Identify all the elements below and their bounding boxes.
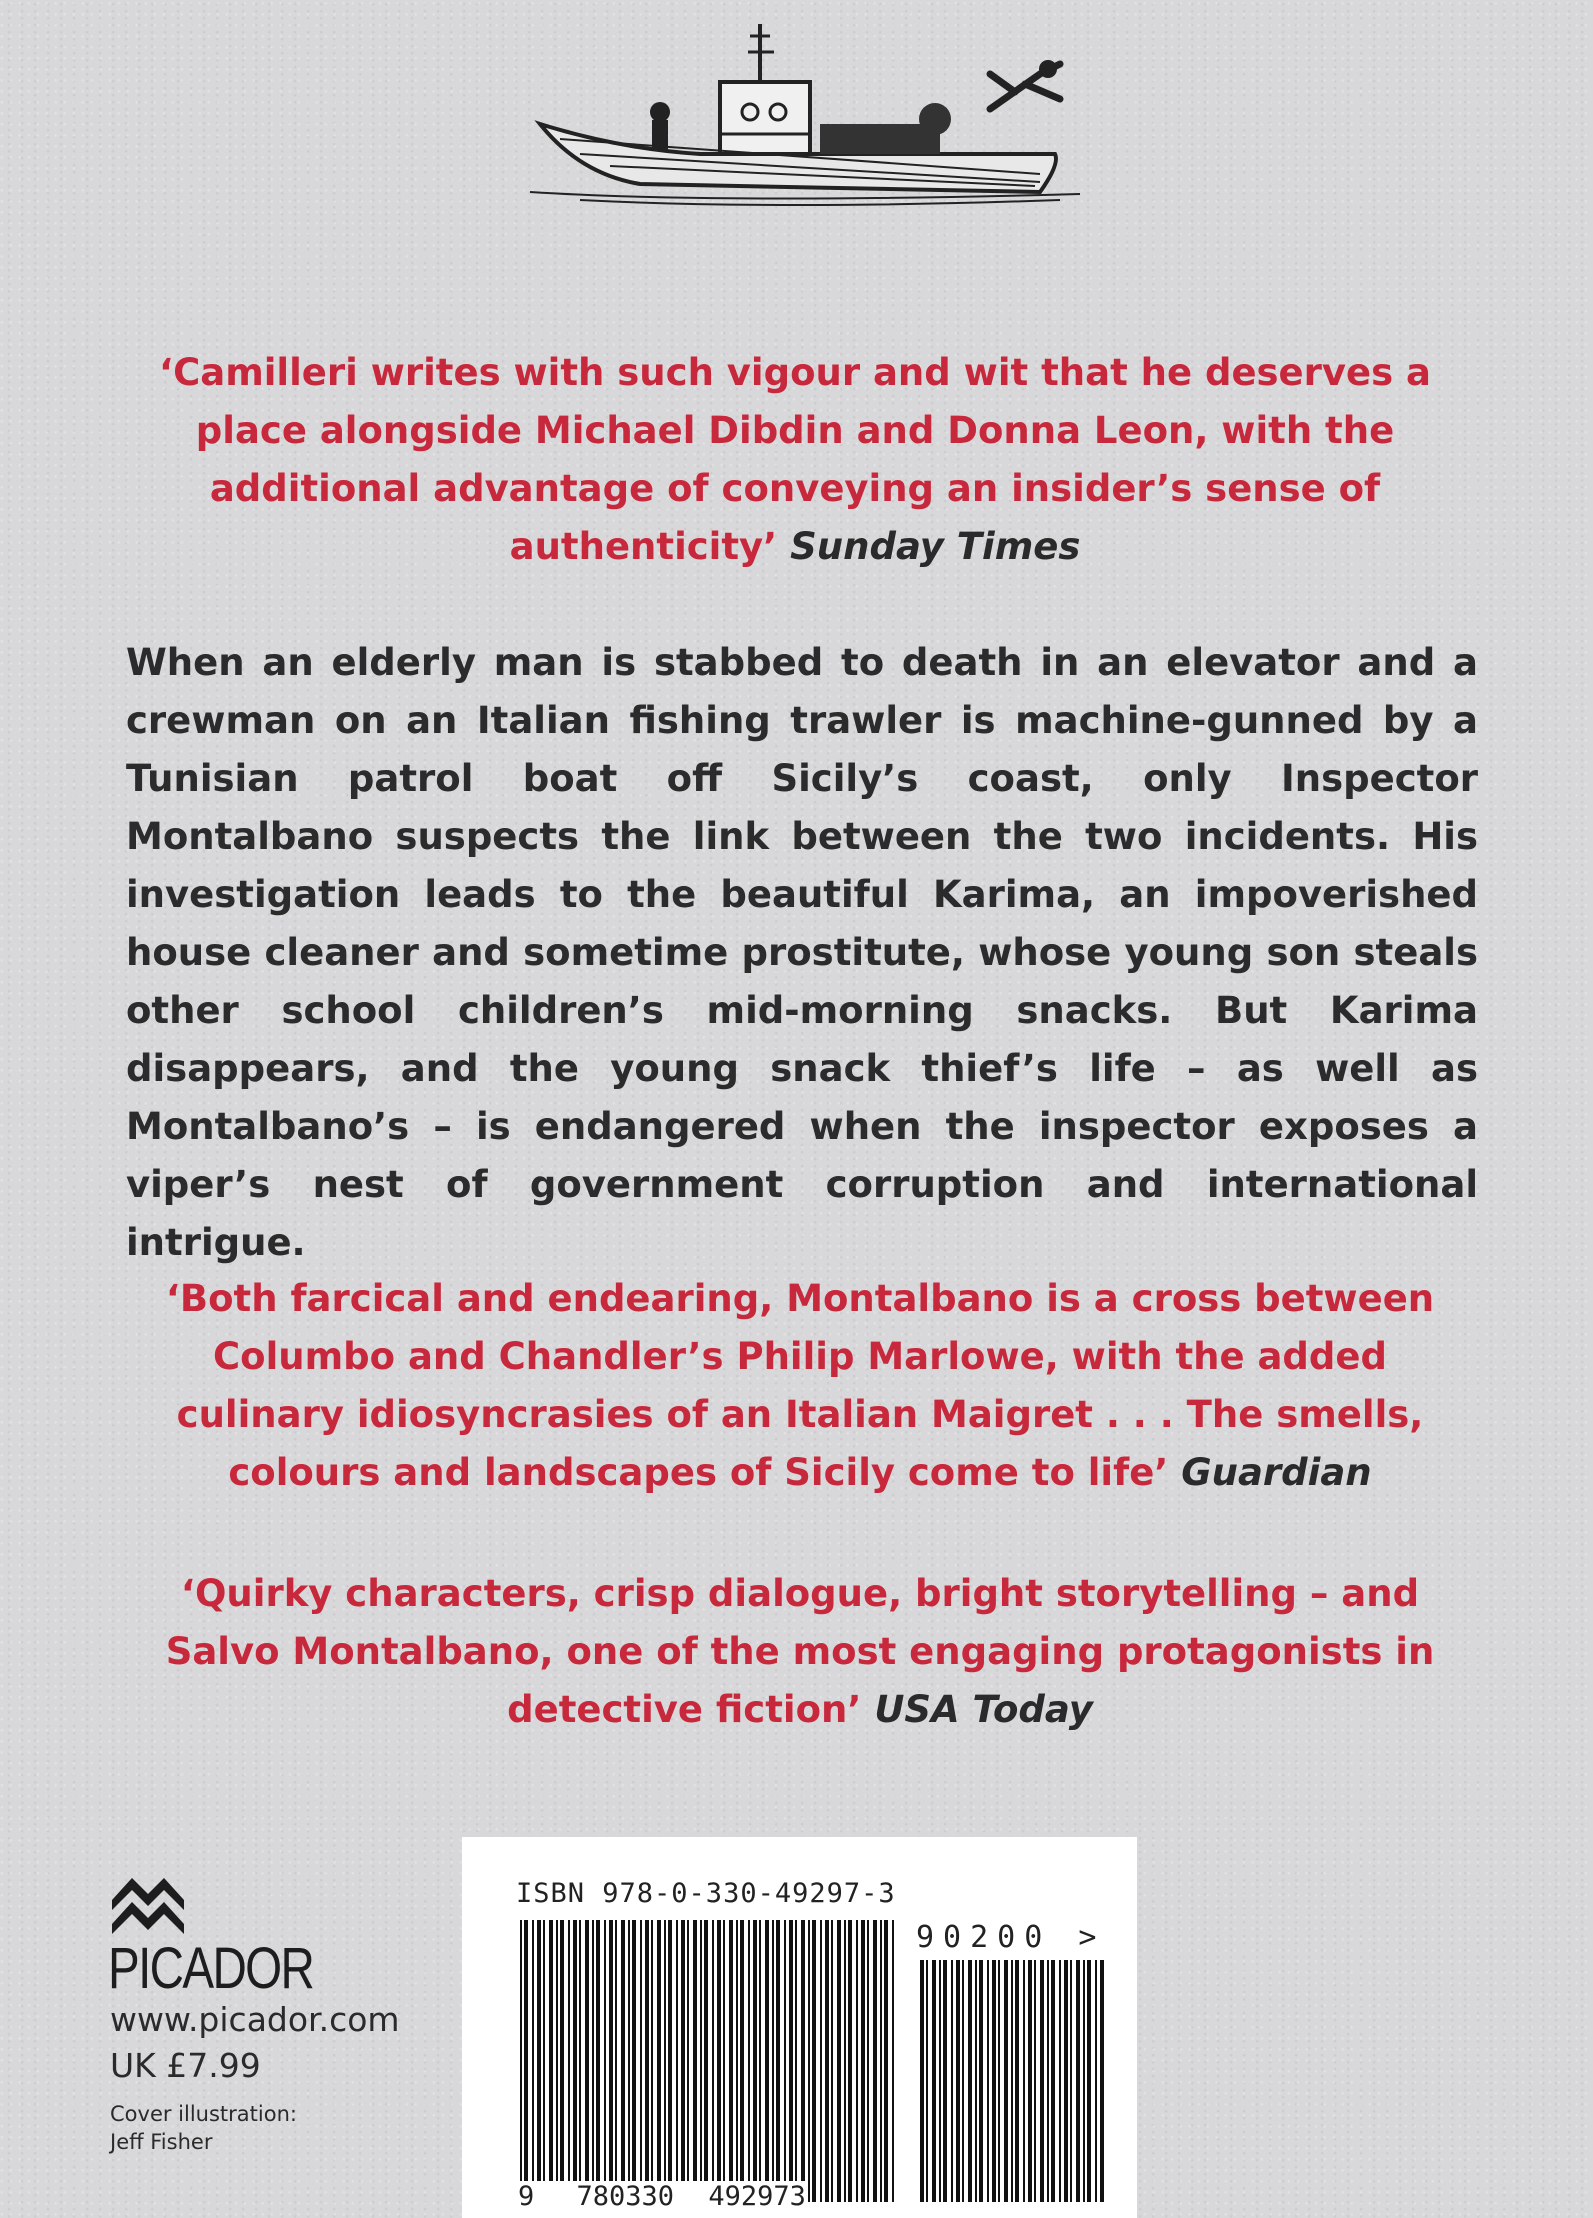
barcode-bar	[1087, 1960, 1091, 2202]
barcode-bar	[892, 1920, 894, 2202]
review-quote-guardian	[150, 1270, 1450, 1502]
barcode-bar	[1028, 1960, 1032, 2202]
barcode-bar	[753, 1920, 757, 2202]
barcode-bar	[795, 1920, 797, 2202]
barcode-bar	[668, 1920, 672, 2202]
barcode-bar	[884, 1920, 888, 2202]
barcode-bar	[537, 1920, 541, 2202]
barcode-bar	[951, 1960, 953, 2202]
barcode-bar	[825, 1920, 829, 2202]
barcode-bar	[1011, 1960, 1013, 2202]
barcode-bar	[1064, 1960, 1068, 2202]
barcode-bar	[681, 1920, 685, 2202]
barcode-bar	[1034, 1960, 1036, 2202]
barcode-bar	[693, 1920, 697, 2202]
barcode-bar	[873, 1920, 877, 2202]
isbn-barcode	[518, 1920, 898, 2202]
barcode-bar	[651, 1920, 653, 2202]
barcode-bar	[1051, 1960, 1055, 2202]
barcode-bar	[568, 1920, 570, 2202]
barcode-bar	[1076, 1960, 1080, 2202]
barcode-bar	[736, 1920, 738, 2202]
barcode-bar	[1095, 1960, 1097, 2202]
barcode-bar	[801, 1920, 805, 2202]
barcode-bar	[615, 1920, 617, 2202]
barcode-bar	[808, 1920, 810, 2202]
barcode-bar	[579, 1920, 581, 2202]
quote-text: ‘Both farcical and endearing, Montalbano is a cross between Columbo and Chandler’s Philip Marlowe, with the added culinary idiosyncrasies of an Italian Maigret . . . The smells, colours and landscapes of Sicily come to life’	[165, 1277, 1435, 1494]
barcode-digits-mid: 780330	[576, 2181, 675, 2212]
barcode-bar	[789, 1920, 793, 2202]
barcode-bar	[848, 1920, 852, 2202]
barcode-bar	[740, 1920, 744, 2202]
barcode-bar	[831, 1920, 833, 2202]
synopsis-paragraph: When an elderly man is stabbed to death in an elevator and a crewman on an Italian fishing trawler is machine-gunned by a Tunisian patrol boat off Sicily’s coast, only Inspector Montalbano suspects the link between the two incidents. His investigation leads to the beautiful Karima, an impoverished house cleaner and sometime prostitute, whose young son steals other school children’s mid-morning snacks. But Karima disappears, and the young snack thief’s life – as well as Montalbano’s – is endangered when the inspector exposes a viper’s nest of government corruption and international intrigue.	[126, 641, 1478, 1264]
barcode-bar	[704, 1920, 708, 2202]
barcode-bar	[596, 1920, 600, 2202]
barcode-bar	[560, 1920, 564, 2202]
barcode-bar	[748, 1920, 750, 2202]
barcode-bar	[532, 1920, 534, 2202]
publisher-name: PICADOR	[108, 1936, 314, 2001]
barcode-bar	[604, 1920, 606, 2202]
barcode-bar	[628, 1920, 630, 2202]
barcode-bar	[657, 1920, 661, 2202]
barcode-bar	[640, 1920, 642, 2202]
barcode-bar	[772, 1920, 774, 2202]
barcode-bar	[687, 1920, 689, 2202]
barcode-bar	[585, 1920, 589, 2202]
barcode-bar	[861, 1920, 865, 2202]
barcode-bar	[956, 1960, 960, 2202]
quote-source: Sunday Times	[790, 525, 1081, 568]
barcode-bar	[932, 1960, 936, 2202]
barcode-bar	[926, 1960, 928, 2202]
barcode-bar	[998, 1960, 1000, 2202]
barcode-bar	[1083, 1960, 1085, 2202]
barcode-bar	[573, 1920, 577, 2202]
barcode-bar	[1015, 1960, 1019, 2202]
barcode-bar	[729, 1920, 733, 2202]
barcode-bar	[1070, 1960, 1072, 2202]
barcode-bar	[549, 1920, 553, 2202]
barcode-bar	[1004, 1960, 1008, 2202]
barcode-bar	[987, 1960, 989, 2202]
barcode-bar	[820, 1920, 822, 2202]
price-code: 90200 >	[916, 1920, 1106, 1955]
barcode-bar	[664, 1920, 666, 2202]
credit-name: Jeff Fisher	[110, 2130, 213, 2154]
barcode-bar	[975, 1960, 977, 2202]
quote-source: Guardian	[1181, 1451, 1372, 1494]
cover-credit	[110, 2100, 330, 2156]
barcode-bar	[962, 1960, 964, 2202]
publisher-url[interactable]: www.picador.com	[110, 2000, 400, 2039]
barcode-bar	[632, 1920, 636, 2202]
barcode-bar	[776, 1920, 780, 2202]
review-quote-usa-today	[150, 1565, 1450, 1739]
barcode-bar	[968, 1960, 972, 2202]
barcode-bar	[765, 1920, 769, 2202]
barcode-bar	[1040, 1960, 1044, 2202]
barcode-bar	[759, 1920, 761, 2202]
quote-text: ‘Camilleri writes with such vigour and wit that he deserves a place alongside Michael Dibdin and Donna Leon, with the additional advantage of conveying an insider’s sense of authenticity’	[159, 351, 1431, 568]
barcode-digit-lead: 9	[518, 2181, 535, 2212]
barcode-bar	[723, 1920, 725, 2202]
barcode-bar	[784, 1920, 786, 2202]
barcode-bar	[1100, 1960, 1104, 2202]
barcode-bar	[717, 1920, 721, 2202]
barcode-bar	[1047, 1960, 1049, 2202]
barcode-bar	[645, 1920, 649, 2202]
barcode-bar	[943, 1960, 947, 2202]
barcode-bar	[609, 1920, 613, 2202]
barcode-bar	[700, 1920, 702, 2202]
barcode-bar	[939, 1960, 941, 2202]
quote-text: ‘Quirky characters, crisp dialogue, bright storytelling – and Salvo Montalbano, one of the most engaging protagonists in detective fiction’	[165, 1572, 1435, 1731]
barcode-bar	[543, 1920, 545, 2202]
barcode-bar	[812, 1920, 816, 2202]
review-quote-sunday-times	[150, 344, 1440, 576]
barcode-bar	[856, 1920, 858, 2202]
credit-label: Cover illustration:	[110, 2102, 297, 2126]
quote-source: USA Today	[874, 1688, 1093, 1731]
barcode-bar	[520, 1920, 522, 2202]
barcode-bar	[844, 1920, 846, 2202]
book-price: UK £7.99	[110, 2046, 261, 2085]
price-barcode	[918, 1960, 1108, 2202]
barcode-bar	[621, 1920, 625, 2202]
barcode-bar	[712, 1920, 714, 2202]
barcode-bar	[524, 1920, 528, 2202]
barcode-bar	[837, 1920, 841, 2202]
barcode-bar	[1023, 1960, 1025, 2202]
trawler-illustration-icon	[520, 14, 1100, 244]
barcode-bar	[556, 1920, 558, 2202]
isbn-label: ISBN 978-0-330-49297-3	[516, 1878, 896, 1909]
barcode-bar	[1059, 1960, 1061, 2202]
barcode-digits	[516, 2181, 808, 2212]
barcode-bar	[979, 1960, 983, 2202]
barcode-bar	[867, 1920, 869, 2202]
barcode-digits-end: 492973	[708, 2181, 806, 2212]
barcode-bar	[992, 1960, 996, 2202]
barcode-bar	[592, 1920, 594, 2202]
barcode-bar	[920, 1960, 924, 2202]
barcode-bar	[676, 1920, 678, 2202]
barcode-bar	[880, 1920, 882, 2202]
